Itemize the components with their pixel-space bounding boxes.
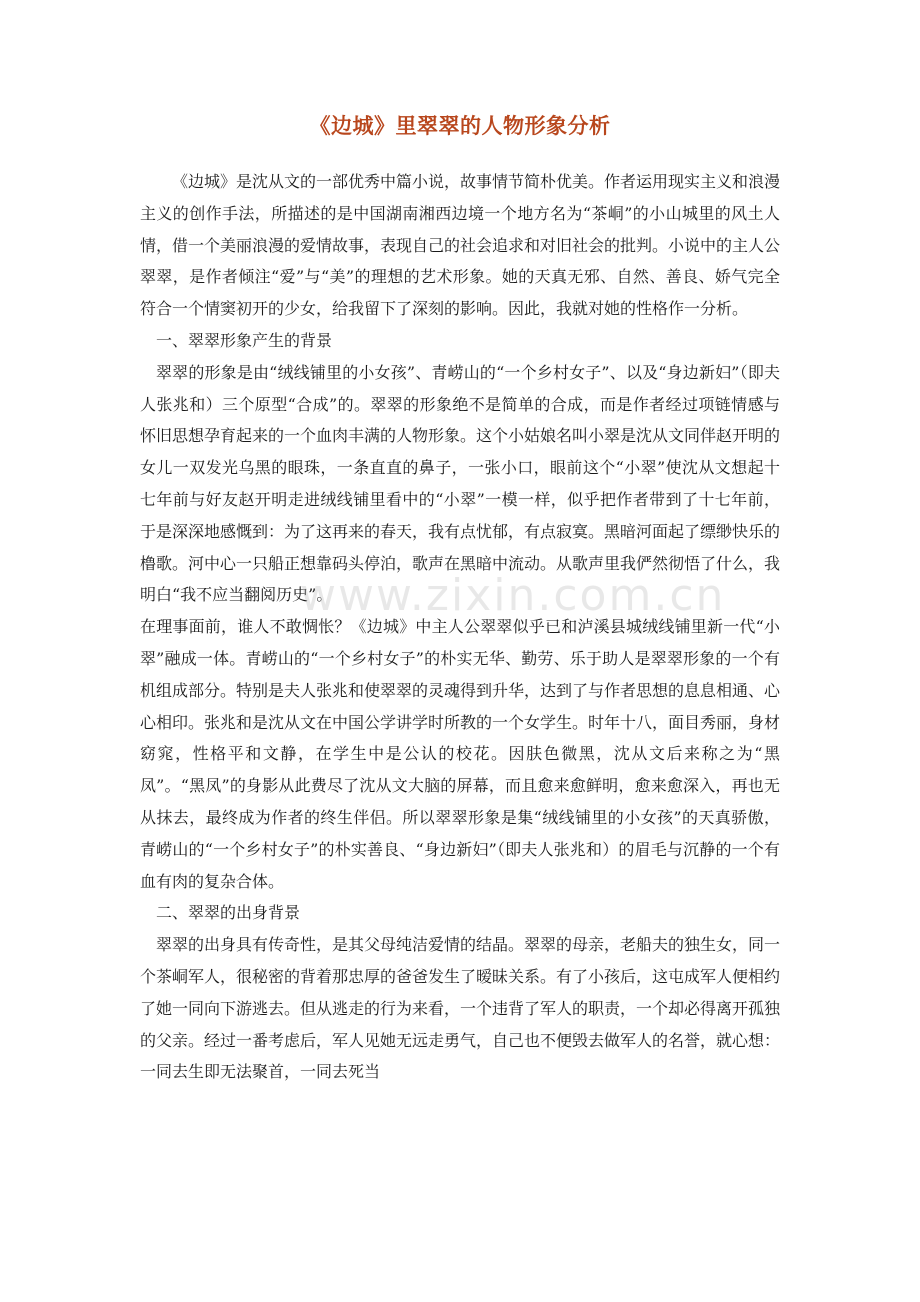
paragraph-composite: 在理事面前，谁人不敢惆怅？《边城》中主人公翠翠似乎已和泸溪县城绒线铺里新一代“小翠”融成一体。青崂山的“一个乡村女子”的朴实无华、勤劳、乐于助人是翠翠形象的一个有机组成部分。特别是夫人张兆和使翠翠的灵魂得到升华，达到了与作者思想的息息相通、心心相印。张兆和是沈从文在中国公学讲学时所教的一个女学生。时年十八，面目秀丽，身材窈窕，性格平和文静，在学生中是公认的校花。因肤色微黑，沈从文后来称之为“黑凤”。“黑凤”的身影从此费尽了沈从文大脑的屏幕，而且愈来愈鲜明，愈来愈深入，再也无从抹去，最终成为作者的终生伴侣。所以翠翠形象是集“绒线铺里的小女孩”的天真骄傲，青崂山的“一个乡村女子”的朴实善良、“身边新妇”（即夫人张兆和）的眉毛与沉静的一个有血有肉的复杂合体。 bbox=[140, 617, 781, 891]
paragraph-intro: 《边城》是沈从文的一部优秀中篇小说，故事情节简朴优美。作者运用现实主义和浪漫主义的创作手法，所描述的是中国湖南湘西边境一个地方名为“茶峒”的小山城里的风土人情，借一个美丽浪漫的爱情故事，表现自己的社会追求和对旧社会的批判。小说中的主人公翠翠，是作者倾注“爱”与“美”的理想的艺术形象。她的天真无邪、自然、善良、娇气完全符合一个情窦初开的少女，给我留下了深刻的影响。因此，我就对她的性格作一分析。 bbox=[140, 172, 781, 319]
document-page bbox=[140, 0, 780, 1302]
paragraph-origin: 翠翠的出身具有传奇性，是其父母纯洁爱情的结晶。翠翠的母亲，老船夫的独生女，同一个茶峒军人，很秘密的背着那忠厚的爸爸发生了暧昧关系。有了小孩后，这屯成军人便相约了她一同向下游逃去。但从逃走的行为来看，一个违背了军人的职责，一个却必得离开孤独的父亲。经过一番考虑后，军人见她无远走勇气，自己也不便毁去做军人的名誉，就心想：一同去生即无法聚首，一同去死当 bbox=[140, 935, 781, 1082]
paragraph-background: 翠翠的形象是由“绒线铺里的小女孩”、青崂山的“一个乡村女子”、以及“身边新妇”（即夫人张兆和）三个原型“合成”的。翠翠的形象绝不是简单的合成，而是作者经过项链情感与怀旧思想孕育起来的一个血肉丰满的人物形象。这个小姑娘名叫小翠是沈从文同伴赵开明的女儿一双发光乌黑的眼珠，一条直直的鼻子，一张小口，眼前这个“小翠”使沈从文想起十七年前与好友赵开明走进绒线铺里看中的“小翠”一模一样，似乎把作者带到了十七年前，于是深深地感慨到：为了这再来的春天，我有点忧郁，有点寂寞。黑暗河面起了缥缈快乐的橹歌。河中心一只船正想靠码头停泊，歌声在黑暗中流动。从歌声里我俨然彻悟了什么，我明白“我不应当翻阅历史”。 bbox=[140, 362, 781, 605]
section-heading-2: 二、翠翠的出身背景 bbox=[156, 903, 301, 923]
section-heading-1: 一、翠翠形象产生的背景 bbox=[156, 330, 333, 350]
document-title: 《边城》里翠翠的人物形象分析 bbox=[309, 113, 611, 138]
watermark: www.zixin.com.cn bbox=[300, 570, 726, 621]
document-body bbox=[140, 166, 780, 1088]
